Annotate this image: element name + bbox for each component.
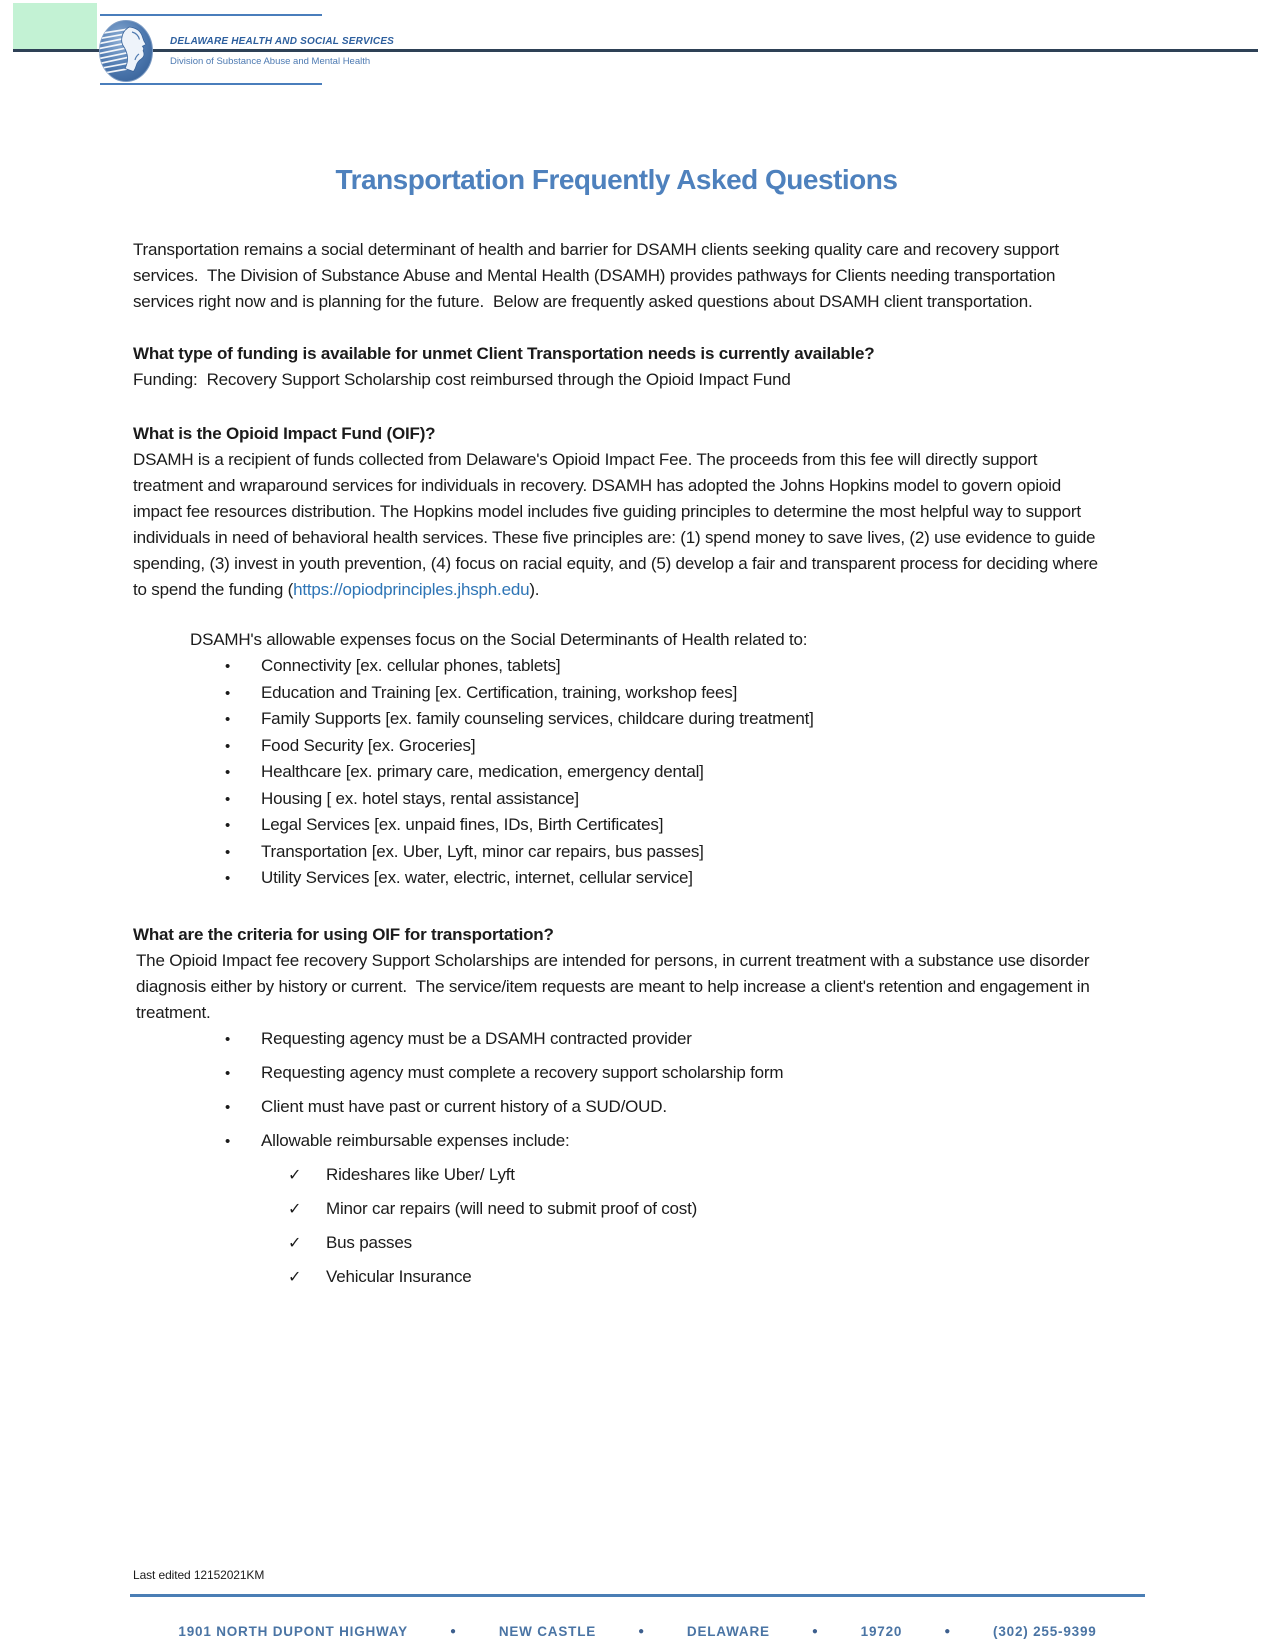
faq-oif-section — [133, 421, 1103, 603]
footer-address-group — [861, 1624, 951, 1639]
footer-address-group — [687, 1624, 819, 1639]
expense-item-label: Healthcare [ex. primary care, medication, emergency dental] — [261, 762, 704, 781]
check-item-label: Minor car repairs (will need to submit proof of cost) — [326, 1198, 698, 1218]
answer-oif-text-end: ). — [529, 580, 540, 599]
expense-item-label: Food Security [ex. Groceries] — [261, 735, 476, 755]
bullet-icon: • — [225, 737, 231, 755]
footer-address-item: 19720 — [860, 1624, 903, 1639]
header-green-block — [13, 3, 97, 50]
expense-list-item — [133, 759, 1100, 786]
allowable-expenses-check-list — [133, 1162, 1100, 1291]
bullet-icon: • — [225, 764, 231, 781]
expense-list-item — [133, 706, 1100, 733]
bullet-icon: • — [225, 1030, 231, 1048]
bullet-icon: • — [225, 658, 231, 675]
check-item-label: Rideshares like Uber/ Lyft — [326, 1164, 515, 1184]
criteria-list-item — [133, 1128, 1100, 1155]
expense-list-item — [133, 839, 1100, 866]
expense-item-label: Legal Services [ex. unpaid fines, IDs, Birth Certificates] — [261, 815, 664, 834]
footer-address-item: (302) 255-9399 — [993, 1624, 1097, 1639]
division-name: Division of Substance Abuse and Mental Health — [170, 56, 371, 67]
criteria-paragraph: The Opioid Impact fee recovery Support Scholarships are intended for persons, in current treatment with a substance use disorder diagnosis either by history or current. The service/item requests are meant to help increase a client's retention and engagement in treatment. — [136, 950, 1095, 1022]
bullet-icon: • — [225, 790, 231, 808]
footer-address-group — [178, 1624, 456, 1639]
expenses-lead: DSAMH's allowable expenses focus on the Social Determinants of Health related to: — [190, 630, 808, 649]
bullet-icon: • — [225, 684, 231, 702]
expense-item-label: Housing [ ex. hotel stays, rental assistance] — [261, 788, 579, 808]
org-name: DELAWARE HEALTH AND SOCIAL SERVICES — [170, 36, 395, 47]
bullet-icon: • — [225, 1132, 231, 1150]
question-criteria: What are the criteria for using OIF for transportation? — [133, 924, 554, 944]
expense-list-item — [133, 680, 1100, 707]
checkmark-icon: ✓ — [288, 1234, 302, 1252]
footer-address-item: DELAWARE — [686, 1624, 770, 1639]
bullet-icon: • — [225, 711, 231, 728]
checkmark-icon: ✓ — [288, 1166, 302, 1184]
bullet-icon: • — [225, 870, 231, 887]
bullet-separator-icon: ● — [944, 1626, 952, 1637]
faq-funding-section — [133, 341, 1100, 393]
criteria-item-label: Client must have past or current history of a SUD/OUD. — [261, 1096, 667, 1116]
criteria-item-label: Allowable reimbursable expenses include: — [261, 1130, 570, 1150]
check-list-item — [133, 1196, 1100, 1223]
document-body — [133, 0, 1103, 1298]
bullet-icon: • — [225, 1064, 231, 1082]
expense-item-label: Connectivity [ex. cellular phones, tablets] — [261, 656, 561, 675]
footer-address-group — [993, 1624, 1097, 1639]
check-item-label: Bus passes — [326, 1232, 412, 1252]
criteria-list-item — [133, 1026, 1100, 1053]
footer-address-group — [499, 1624, 645, 1639]
check-list-item — [133, 1264, 1100, 1291]
expense-list-item — [133, 653, 1100, 680]
expense-list-item — [133, 733, 1100, 760]
bullet-icon: • — [225, 1098, 231, 1116]
checkmark-icon: ✓ — [288, 1268, 302, 1286]
expense-list-item — [133, 812, 1100, 839]
answer-oif — [133, 447, 1103, 603]
bullet-icon: • — [225, 817, 231, 834]
opioid-principles-link[interactable]: https://opiodprinciples.jhsph.edu — [293, 580, 530, 599]
bullet-separator-icon: ● — [811, 1626, 819, 1637]
answer-funding: Funding: Recovery Support Scholarship cost reimbursed through the Opioid Impact Fund — [133, 370, 791, 389]
last-edited-note: Last edited 12152021KM — [133, 1568, 265, 1582]
expense-item-label: Family Supports [ex. family counseling services, childcare during treatment] — [261, 709, 814, 728]
expense-list-item — [133, 786, 1100, 813]
check-list-item — [133, 1230, 1100, 1257]
bullet-separator-icon: ● — [638, 1626, 645, 1637]
criteria-list — [133, 1026, 1100, 1155]
footer-address — [0, 1624, 1275, 1639]
footer-address-item: 1901 NORTH DUPONT HIGHWAY — [178, 1624, 408, 1639]
footer-rule — [130, 1594, 1145, 1597]
answer-oif-text: DSAMH is a recipient of funds collected from Delaware's Opioid Impact Fee. The proceeds from this fee will directly support treatment and wraparound services for individuals in recovery. DSAMH has adopted the Johns Hopkins model to govern opioid impact fee resources distribution. The Hopkins model includes five guiding principles to determine the most helpful way to support individuals in need of behavioral health services. These five principles are: (1) spend money to save lives, (2) use evidence to guide spending, (3) invest in youth prevention, (4) focus on racial equity, and (5) develop a fair and transparent process for deciding where to spend the funding ( — [133, 450, 1103, 599]
page-title: Transportation Frequently Asked Questions — [335, 164, 898, 195]
question-funding: What type of funding is available for unmet Client Transportation needs is currently available? — [133, 344, 875, 363]
expense-list-item — [133, 865, 1100, 892]
criteria-item-label: Requesting agency must complete a recovery support scholarship form — [261, 1062, 784, 1082]
expenses-section — [133, 627, 1100, 892]
criteria-list-item — [133, 1060, 1100, 1087]
question-oif: What is the Opioid Impact Fund (OIF)? — [133, 424, 436, 443]
criteria-section — [133, 922, 1100, 1291]
bullet-separator-icon: ● — [449, 1626, 457, 1637]
check-item-label: Vehicular Insurance — [326, 1266, 472, 1286]
checkmark-icon: ✓ — [288, 1200, 302, 1218]
expenses-list — [133, 653, 1100, 892]
criteria-list-item — [133, 1094, 1100, 1121]
check-list-item — [133, 1162, 1100, 1189]
bullet-icon: • — [225, 843, 231, 861]
criteria-item-label: Requesting agency must be a DSAMH contracted provider — [261, 1028, 692, 1048]
footer-address-item: NEW CASTLE — [498, 1624, 597, 1639]
expense-item-label: Education and Training [ex. Certification, training, workshop fees] — [261, 682, 738, 702]
expense-item-label: Utility Services [ex. water, electric, internet, cellular service] — [261, 868, 693, 887]
expense-item-label: Transportation [ex. Uber, Lyft, minor car repairs, bus passes] — [261, 841, 704, 861]
intro-paragraph: Transportation remains a social determinant of health and barrier for DSAMH clients seeking quality care and recovery support services. The Division of Substance Abuse and Mental Health (DSAMH) provides pathways for Clients needing transportation services right now and is planning for the future. Below are frequently asked questions about DSAMH client transportation. — [133, 240, 1064, 311]
